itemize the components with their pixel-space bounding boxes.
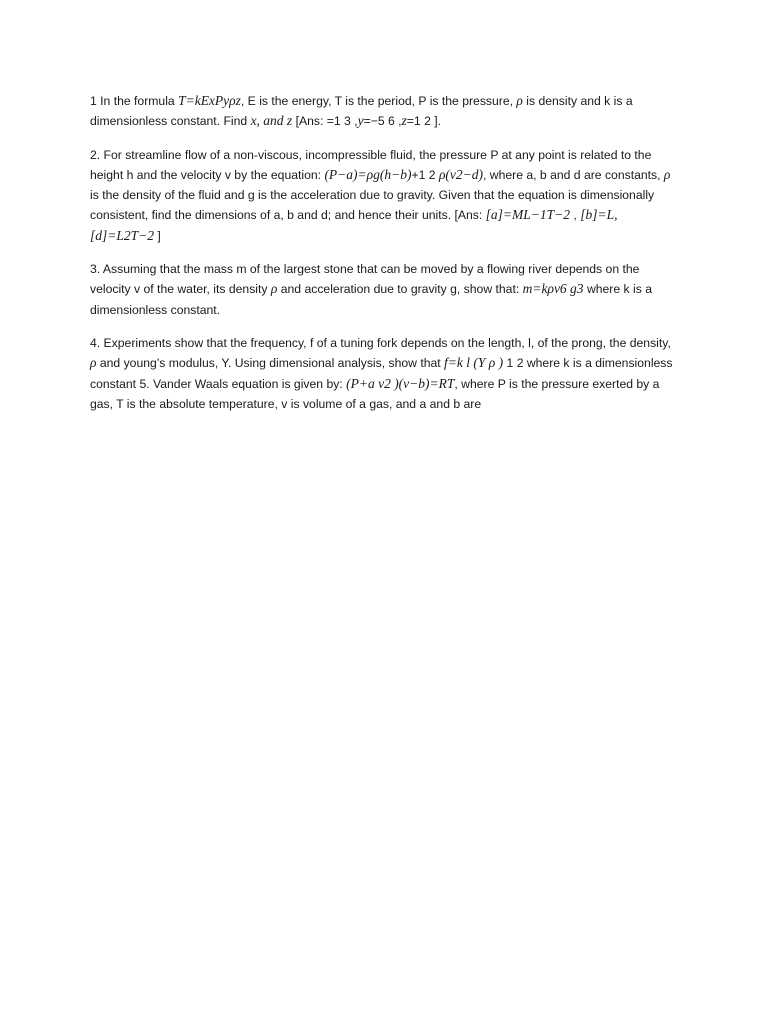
text-run: , E is the energy, T is the period, P is the pressure, <box>240 94 517 108</box>
text-run: 1 In the formula <box>90 94 179 108</box>
text-run: is the density of the fluid and g is the acceleration due to gravity. Given that the equation is dimensionally consistent, find the dimensions of a, b and d; and hence their units. [Ans: <box>90 188 655 223</box>
question-3 <box>90 259 680 320</box>
document-body <box>90 91 680 427</box>
text-run: 4. Experiments show that the frequency, f of a tuning fork depends on the length, l, of the prong, the density, <box>90 335 671 350</box>
math-expression: ρ <box>663 166 671 182</box>
text-run: is density and k is a dimensionless constant. Find <box>90 94 633 129</box>
text-run: where k is a dimensionless constant. <box>90 282 652 317</box>
text-run: 2. For streamline flow of a non-viscous, incompressible fluid, the pressure P at any point is related to the height h and the velocity v by the equation: <box>90 147 652 182</box>
math-expression: (P+a v2 )(v−b)=RT <box>346 375 455 391</box>
question-2 <box>90 145 680 246</box>
math-expression: ρ <box>90 355 97 371</box>
math-expression: f=k l (Y ρ ) <box>444 355 504 371</box>
text-run: , where P is the pressure exerted by a gas, T is the absolute temperature, v is volume of a gas, and a and b are <box>90 376 660 411</box>
text-run: , where a, b and d are constants, <box>483 167 664 182</box>
math-expression: (P−a)=ρg(h−b) <box>324 166 412 182</box>
text-run: +1 2 <box>411 167 439 182</box>
math-expression: x, and z <box>250 113 293 129</box>
text-run: , <box>570 208 581 223</box>
math-expression: [a]=ML−1T−2 <box>485 207 571 223</box>
math-expression: m=kρv6 g3 <box>522 281 584 297</box>
math-expression: ρ(v2−d) <box>438 166 484 182</box>
text-run: and young’s modulus, Y. Using dimensional analysis, show that <box>96 356 445 371</box>
text-run: [Ans: =1 3 , <box>292 114 358 129</box>
math-expression: y <box>357 113 364 129</box>
math-expression: [b]=L, [d]=L2T−2 <box>90 207 618 243</box>
text-run: =1 2 ]. <box>406 114 442 129</box>
math-expression: ρ <box>516 93 523 108</box>
text-run: ] <box>154 228 161 243</box>
math-expression: ρ <box>270 281 278 297</box>
math-expression: T=kExPyρz <box>178 93 241 108</box>
text-run: 3. Assuming that the mass m of the largest stone that can be moved by a flowing river depends on the velocity v of the water, its density <box>90 262 640 297</box>
text-run: 1 2 where k is a dimensionless constant 5. Vander Waals equation is given by: <box>90 356 673 391</box>
question-4-5 <box>90 333 680 414</box>
text-run: =−5 6 , <box>363 114 402 129</box>
text-run: and acceleration due to gravity g, show that: <box>277 282 523 297</box>
question-1 <box>90 91 680 132</box>
math-expression: z <box>401 113 407 129</box>
